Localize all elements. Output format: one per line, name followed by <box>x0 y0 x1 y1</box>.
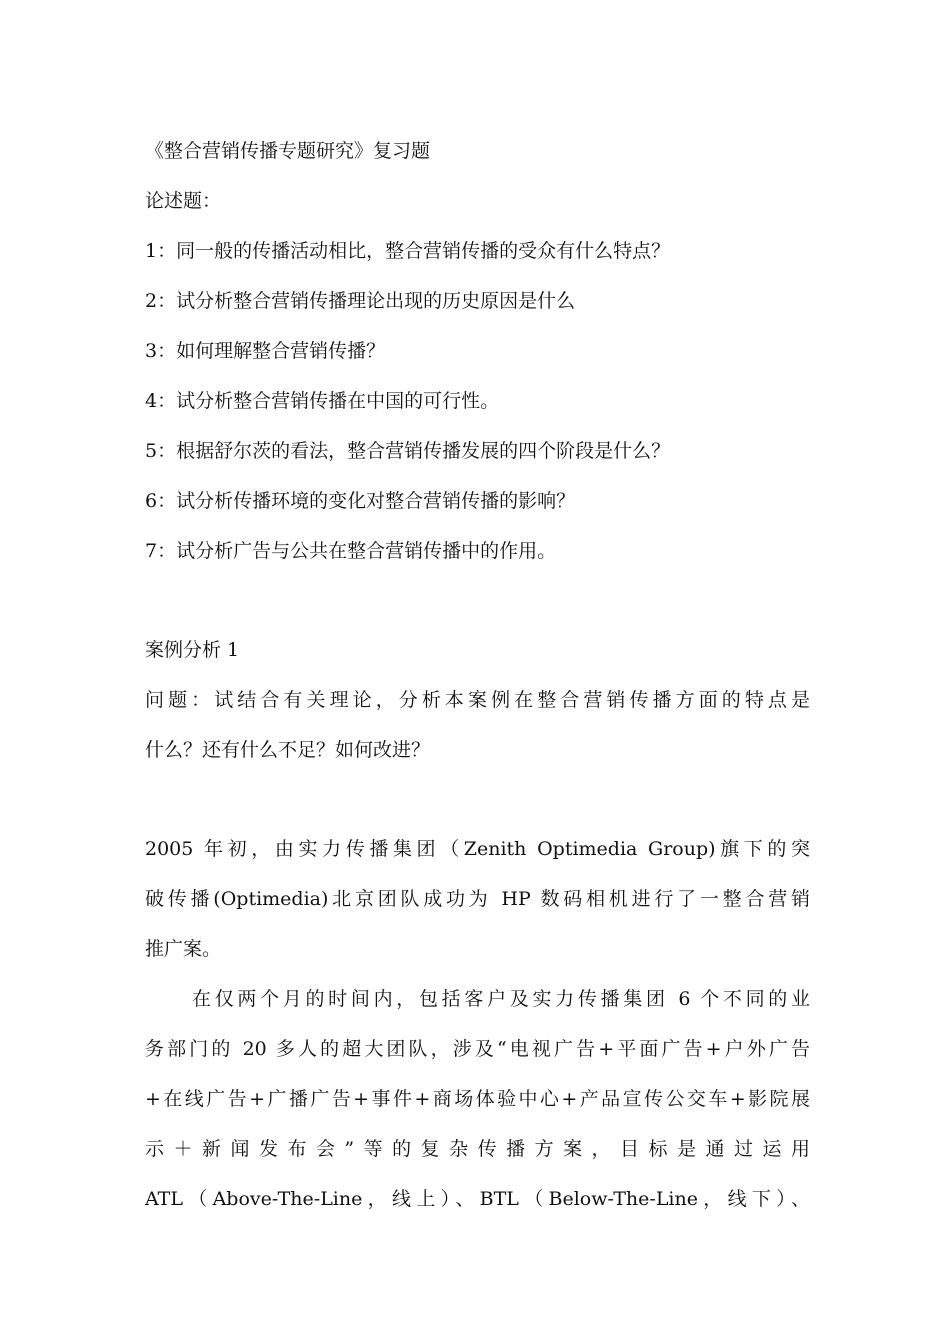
section-label-essay: 论述题： <box>145 190 222 212</box>
question-4: 4：试分析整合营销传播在中国的可行性。 <box>145 390 500 412</box>
paragraph-1-line-3: 推广案。 <box>145 938 222 960</box>
case-question-line-1: 问题：试结合有关理论，分析本案例在整合营销传播方面的特点是 <box>145 689 810 711</box>
question-1: 1：同一般的传播活动相比，整合营销传播的受众有什么特点？ <box>145 240 671 262</box>
question-7: 7：试分析广告与公共在整合营销传播中的作用。 <box>145 540 557 562</box>
paragraph-1-line-2: 破传播(Optimedia)北京团队成功为 HP 数码相机进行了一整合营销 <box>145 888 810 910</box>
question-2: 2：试分析整合营销传播理论出现的历史原因是什么 <box>145 290 576 312</box>
paragraph-2-line-2: 务部门的 20 多人的超大团队，涉及“电视广告+平面广告+户外广告 <box>145 1038 810 1060</box>
question-5: 5：根据舒尔茨的看法，整合营销传播发展的四个阶段是什么？ <box>145 440 671 462</box>
case-question-line-2: 什么？还有什么不足？如何改进？ <box>145 739 431 761</box>
question-3: 3：如何理解整合营销传播？ <box>145 340 386 362</box>
paragraph-2-line-1: 在仅两个月的时间内，包括客户及实力传播集团 6 个不同的业 <box>192 988 810 1010</box>
paragraph-2-line-4: 示＋新闻发布会”等的复杂传播方案，目标是通过运用 <box>145 1138 810 1160</box>
paragraph-2-line-3: +在线广告+广播广告+事件+商场体验中心+产品宣传公交车+影院展 <box>145 1088 810 1110</box>
question-6: 6：试分析传播环境的变化对整合营销传播的影响？ <box>145 490 576 512</box>
paragraph-1-line-1: 2005 年初，由实力传播集团（Zenith Optimedia Group)旗下的突 <box>145 838 810 860</box>
document-title: 《整合营销传播专题研究》复习题 <box>145 140 431 162</box>
case-heading: 案例分析 1 <box>145 639 240 661</box>
paragraph-2-line-5: ATL（Above-The-Line，线上）、BTL（Below-The-Line，线下）、 <box>145 1188 810 1210</box>
